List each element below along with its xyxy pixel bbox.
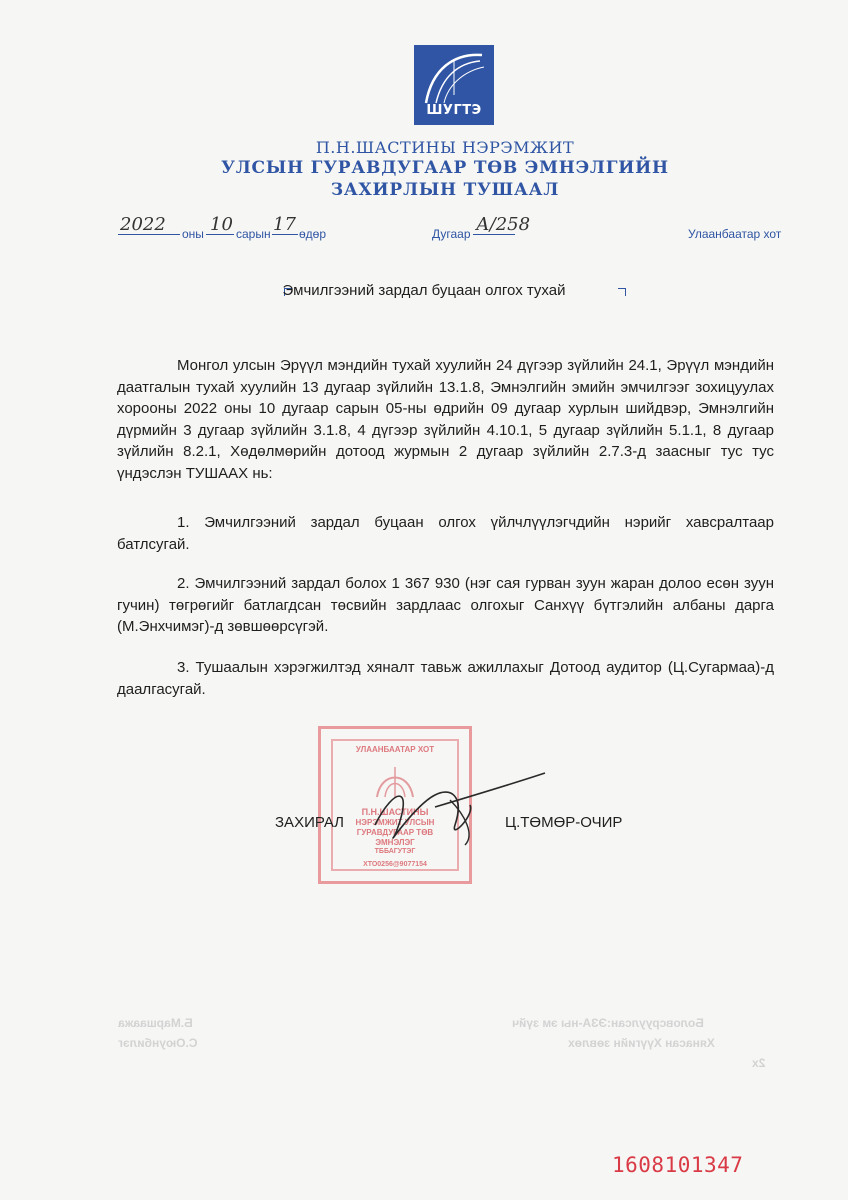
month-label: сарын [236, 227, 271, 241]
stamp-line-1: П.Н.ШАСТИНЫ [361, 807, 429, 817]
bleedthrough-left-3: 2х [752, 1056, 766, 1070]
month-value: 10 [210, 214, 233, 235]
year-value: 2022 [120, 214, 166, 235]
stamp-line-5: ТББАГУТЭГ [374, 848, 416, 855]
stamp-top-text: УЛААНБААТАР ХОТ [355, 745, 435, 754]
header-line-1: П.Н.ШАСТИНЫ НЭРЭМЖИТ [315, 138, 575, 157]
day-label: өдөр [299, 227, 327, 241]
paragraph-item-1: 1. Эмчилгээний зардал буцаан олгох үйлчлүүлэгчдийн нэрийг хавсралтаар батлсугай. [117, 514, 774, 553]
year-label: оны [182, 227, 204, 241]
logo-text: ШУГТЭ [426, 103, 482, 118]
bleedthrough-left-2: Хянасан Хүүгийн зөвлөх [568, 1036, 715, 1050]
hospital-logo [414, 45, 494, 125]
header-line-3: ЗАХИРЛЫН ТУШААЛ [330, 180, 560, 200]
bleedthrough-left-1: Боловсруулсан:ЭЗА-ны эм зүйч [512, 1016, 704, 1030]
stamp-line-4: ЭМНЭЛЭГ [375, 838, 415, 847]
bleedthrough-right-2: С.Оюунбилэг [118, 1036, 198, 1050]
paragraph-item-3: 3. Тушаалын хэрэгжилтэд хяналт тавьж ажиллахыг Дотоод аудитор (Ц.Сугармаа)-д даалгасугай. [117, 659, 774, 698]
signatory-role: ЗАХИРАЛ [275, 814, 345, 831]
city-label: Улаанбаатар хот [688, 227, 782, 241]
document-serial-number: 1608101347 [612, 1153, 744, 1177]
paragraph-preamble: Монгол улсын Эрүүл мэндийн тухай хуулийн 24 дүгээр зүйлийн 24.1, Эрүүл мэндийн даатгалын тухай хуулийн 13 дугаар зүйлийн 13.1.8, Эмнэлгийн эмийн эмчилгээг зохицуулах хорооны 2022 оны 10 дугаар сарын 05-ны өдрийн 09 дугаар хурлын шийдвэр, Эмнэлгийн дүрмийн 3 дугаар зүйлийн 3.1.8, 4 дүгээр зүйлийн 4.10.1, 5 дугаар зүйлийн 5.1.1, 8 дугаар зүйлийн 8.2.1, Хөдөлмөрийн дотоод журмын 2 дугаар зүйлийн 2.7.3-д заасныг тус тус үндэслэн ТУШААХ нь: [117, 357, 774, 482]
paragraph-item-2: 2. Эмчилгээний зардал болох 1 367 930 (нэг сая гурван зуун жаран долоо есөн зуун гучин) төгрөгийг батлагдсан төсвийн зардлаас олгохыг Санхүү бүтгэлийн албаны дарга (М.Энхчимэг)-д зөвшөөрсүгэй. [117, 575, 774, 635]
date-line [0, 212, 848, 242]
handwritten-signature [355, 765, 555, 855]
bleedthrough-right-1: Б.Маршаажа [118, 1016, 193, 1030]
subject-corner-right [618, 288, 626, 296]
header-line-2: УЛСЫН ГУРАВДУГААР ТӨВ ЭМНЭЛГИЙН [221, 158, 669, 178]
number-label: Дугаар [432, 227, 471, 241]
signatory-name: Ц.ТӨМӨР-ОЧИР [505, 814, 623, 831]
order-subject: Эмчилгээний зардал буцаан олгох тухай [282, 282, 566, 299]
day-value: 17 [273, 214, 296, 235]
stamp-bottom-text: ХТО0256@9077154 [363, 861, 427, 868]
stamp-line-3: ГУРАВДУГААР ТӨВ [356, 828, 434, 837]
number-value: А/258 [476, 214, 531, 235]
stamp-line-2: НЭРЭМЖИТ УЛСЫН [355, 818, 435, 827]
